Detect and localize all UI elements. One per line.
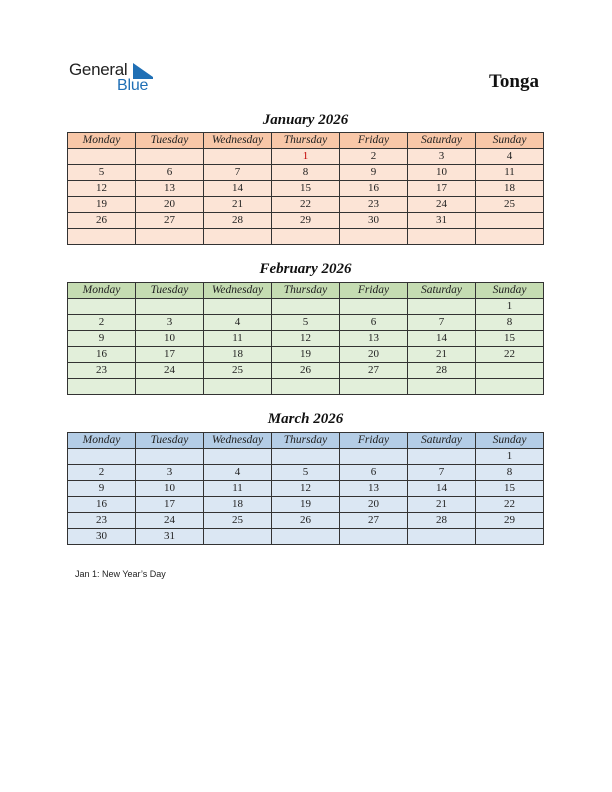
empty-day-cell: [476, 213, 544, 229]
day-cell: 8: [476, 465, 544, 481]
empty-day-cell: [272, 229, 340, 245]
calendar-march: [67, 432, 544, 545]
day-cell: 24: [408, 197, 476, 213]
day-cell: 1: [476, 449, 544, 465]
day-cell: 30: [340, 213, 408, 229]
week-row: [68, 379, 544, 395]
day-cell: 7: [408, 315, 476, 331]
empty-day-cell: [68, 149, 136, 165]
day-cell: 7: [408, 465, 476, 481]
day-cell: 31: [136, 529, 204, 545]
day-cell: 27: [340, 513, 408, 529]
day-cell: 7: [204, 165, 272, 181]
day-cell: 1: [476, 299, 544, 315]
empty-day-cell: [272, 299, 340, 315]
day-cell: 24: [136, 363, 204, 379]
week-row: [68, 363, 544, 379]
empty-day-cell: [68, 449, 136, 465]
weekday-wednesday: Wednesday: [204, 133, 272, 149]
day-cell: 25: [204, 513, 272, 529]
day-cell: 23: [68, 513, 136, 529]
day-cell: 13: [340, 481, 408, 497]
day-cell: 12: [272, 331, 340, 347]
empty-day-cell: [68, 229, 136, 245]
day-cell: 11: [204, 481, 272, 497]
week-row: [68, 213, 544, 229]
brand-logo: [69, 60, 169, 96]
day-cell: 19: [272, 347, 340, 363]
day-cell: 22: [272, 197, 340, 213]
day-cell: 18: [204, 347, 272, 363]
day-cell: 5: [272, 465, 340, 481]
calendar-body: [68, 299, 544, 395]
empty-day-cell: [272, 529, 340, 545]
day-cell: 18: [476, 181, 544, 197]
week-row: [68, 197, 544, 213]
empty-day-cell: [204, 449, 272, 465]
weekday-saturday: Saturday: [408, 433, 476, 449]
day-cell: 21: [204, 197, 272, 213]
day-cell: 24: [136, 513, 204, 529]
day-cell: 18: [204, 497, 272, 513]
day-cell: 21: [408, 497, 476, 513]
day-cell: 31: [408, 213, 476, 229]
empty-day-cell: [204, 299, 272, 315]
week-row: [68, 149, 544, 165]
day-cell: 29: [476, 513, 544, 529]
day-cell: 5: [68, 165, 136, 181]
weekday-wednesday: Wednesday: [204, 283, 272, 299]
day-cell: 9: [340, 165, 408, 181]
week-row: [68, 331, 544, 347]
empty-day-cell: [340, 449, 408, 465]
day-cell: 13: [136, 181, 204, 197]
empty-day-cell: [476, 529, 544, 545]
day-cell: 2: [68, 315, 136, 331]
month-title-january: January 2026: [262, 112, 349, 128]
day-cell: 16: [68, 497, 136, 513]
weekday-header-row: [68, 283, 544, 299]
day-cell: 15: [476, 331, 544, 347]
day-cell: 25: [476, 197, 544, 213]
day-cell: 14: [204, 181, 272, 197]
week-row: [68, 513, 544, 529]
empty-day-cell: [136, 379, 204, 395]
day-cell: 23: [340, 197, 408, 213]
weekday-sunday: Sunday: [476, 433, 544, 449]
weekday-tuesday: Tuesday: [136, 133, 204, 149]
day-cell: 28: [204, 213, 272, 229]
empty-day-cell: [408, 299, 476, 315]
day-cell: 25: [204, 363, 272, 379]
day-cell: 15: [272, 181, 340, 197]
day-cell: 9: [68, 331, 136, 347]
day-cell: 11: [476, 165, 544, 181]
day-cell: 14: [408, 481, 476, 497]
day-cell: 6: [340, 315, 408, 331]
day-cell: 13: [340, 331, 408, 347]
week-row: [68, 497, 544, 513]
day-cell: 23: [68, 363, 136, 379]
day-cell: 22: [476, 497, 544, 513]
weekday-thursday: Thursday: [272, 283, 340, 299]
day-cell: 20: [136, 197, 204, 213]
brand-word-blue: Blue: [117, 77, 149, 94]
month-title-march: March 2026: [267, 411, 344, 427]
week-row: [68, 347, 544, 363]
weekday-friday: Friday: [340, 433, 408, 449]
week-row: [68, 449, 544, 465]
day-cell: 22: [476, 347, 544, 363]
day-cell: 8: [272, 165, 340, 181]
day-cell: 28: [408, 513, 476, 529]
day-cell: 20: [340, 347, 408, 363]
weekday-sunday: Sunday: [476, 133, 544, 149]
day-cell: 4: [204, 315, 272, 331]
empty-day-cell: [272, 379, 340, 395]
day-cell: 15: [476, 481, 544, 497]
weekday-sunday: Sunday: [476, 283, 544, 299]
day-cell: 3: [136, 465, 204, 481]
day-cell: 10: [136, 481, 204, 497]
day-cell: 3: [136, 315, 204, 331]
day-cell: 12: [272, 481, 340, 497]
empty-day-cell: [476, 379, 544, 395]
day-cell: 16: [68, 347, 136, 363]
weekday-wednesday: Wednesday: [204, 433, 272, 449]
empty-day-cell: [476, 229, 544, 245]
empty-day-cell: [340, 299, 408, 315]
empty-day-cell: [136, 149, 204, 165]
country-name: Tonga: [489, 71, 539, 92]
day-cell: 3: [408, 149, 476, 165]
empty-day-cell: [408, 529, 476, 545]
weekday-header-row: [68, 433, 544, 449]
calendar-february: [67, 282, 544, 395]
weekday-thursday: Thursday: [272, 133, 340, 149]
weekday-friday: Friday: [340, 283, 408, 299]
day-cell: 4: [476, 149, 544, 165]
weekday-thursday: Thursday: [272, 433, 340, 449]
day-cell: 17: [136, 347, 204, 363]
calendar-body: [68, 449, 544, 545]
day-cell: 14: [408, 331, 476, 347]
weekday-saturday: Saturday: [408, 283, 476, 299]
empty-day-cell: [136, 299, 204, 315]
day-cell: 27: [340, 363, 408, 379]
day-cell: 10: [136, 331, 204, 347]
day-cell: 16: [340, 181, 408, 197]
weekday-monday: Monday: [68, 433, 136, 449]
day-cell: 11: [204, 331, 272, 347]
weekday-monday: Monday: [68, 133, 136, 149]
calendar-january: [67, 132, 544, 245]
day-cell: 6: [136, 165, 204, 181]
holiday-note: Jan 1: New Year’s Day: [75, 569, 166, 579]
empty-day-cell: [408, 229, 476, 245]
week-row: [68, 465, 544, 481]
weekday-tuesday: Tuesday: [136, 283, 204, 299]
week-row: [68, 165, 544, 181]
empty-day-cell: [408, 379, 476, 395]
weekday-saturday: Saturday: [408, 133, 476, 149]
day-cell: 28: [408, 363, 476, 379]
day-cell: 19: [272, 497, 340, 513]
day-cell: 21: [408, 347, 476, 363]
week-row: [68, 181, 544, 197]
day-cell: 26: [272, 513, 340, 529]
weekday-header-row: [68, 133, 544, 149]
day-cell: 30: [68, 529, 136, 545]
empty-day-cell: [68, 299, 136, 315]
day-cell: 9: [68, 481, 136, 497]
day-cell: 5: [272, 315, 340, 331]
empty-day-cell: [272, 449, 340, 465]
day-cell: 26: [272, 363, 340, 379]
day-cell: 2: [340, 149, 408, 165]
weekday-tuesday: Tuesday: [136, 433, 204, 449]
empty-day-cell: [204, 229, 272, 245]
day-cell: 2: [68, 465, 136, 481]
empty-day-cell: [204, 149, 272, 165]
day-cell: 8: [476, 315, 544, 331]
holiday-day-cell: 1: [272, 149, 340, 165]
week-row: [68, 229, 544, 245]
day-cell: 27: [136, 213, 204, 229]
day-cell: 17: [408, 181, 476, 197]
empty-day-cell: [476, 363, 544, 379]
day-cell: 29: [272, 213, 340, 229]
day-cell: 20: [340, 497, 408, 513]
month-title-february: February 2026: [259, 261, 352, 277]
day-cell: 4: [204, 465, 272, 481]
empty-day-cell: [340, 229, 408, 245]
day-cell: 6: [340, 465, 408, 481]
empty-day-cell: [340, 379, 408, 395]
weekday-monday: Monday: [68, 283, 136, 299]
day-cell: 10: [408, 165, 476, 181]
week-row: [68, 315, 544, 331]
day-cell: 17: [136, 497, 204, 513]
empty-day-cell: [204, 379, 272, 395]
empty-day-cell: [68, 379, 136, 395]
empty-day-cell: [408, 449, 476, 465]
calendar-body: [68, 149, 544, 245]
day-cell: 19: [68, 197, 136, 213]
day-cell: 26: [68, 213, 136, 229]
empty-day-cell: [136, 229, 204, 245]
brand-word-general: General: [69, 60, 128, 79]
week-row: [68, 481, 544, 497]
empty-day-cell: [204, 529, 272, 545]
week-row: [68, 529, 544, 545]
empty-day-cell: [340, 529, 408, 545]
empty-day-cell: [136, 449, 204, 465]
weekday-friday: Friday: [340, 133, 408, 149]
day-cell: 12: [68, 181, 136, 197]
week-row: [68, 299, 544, 315]
